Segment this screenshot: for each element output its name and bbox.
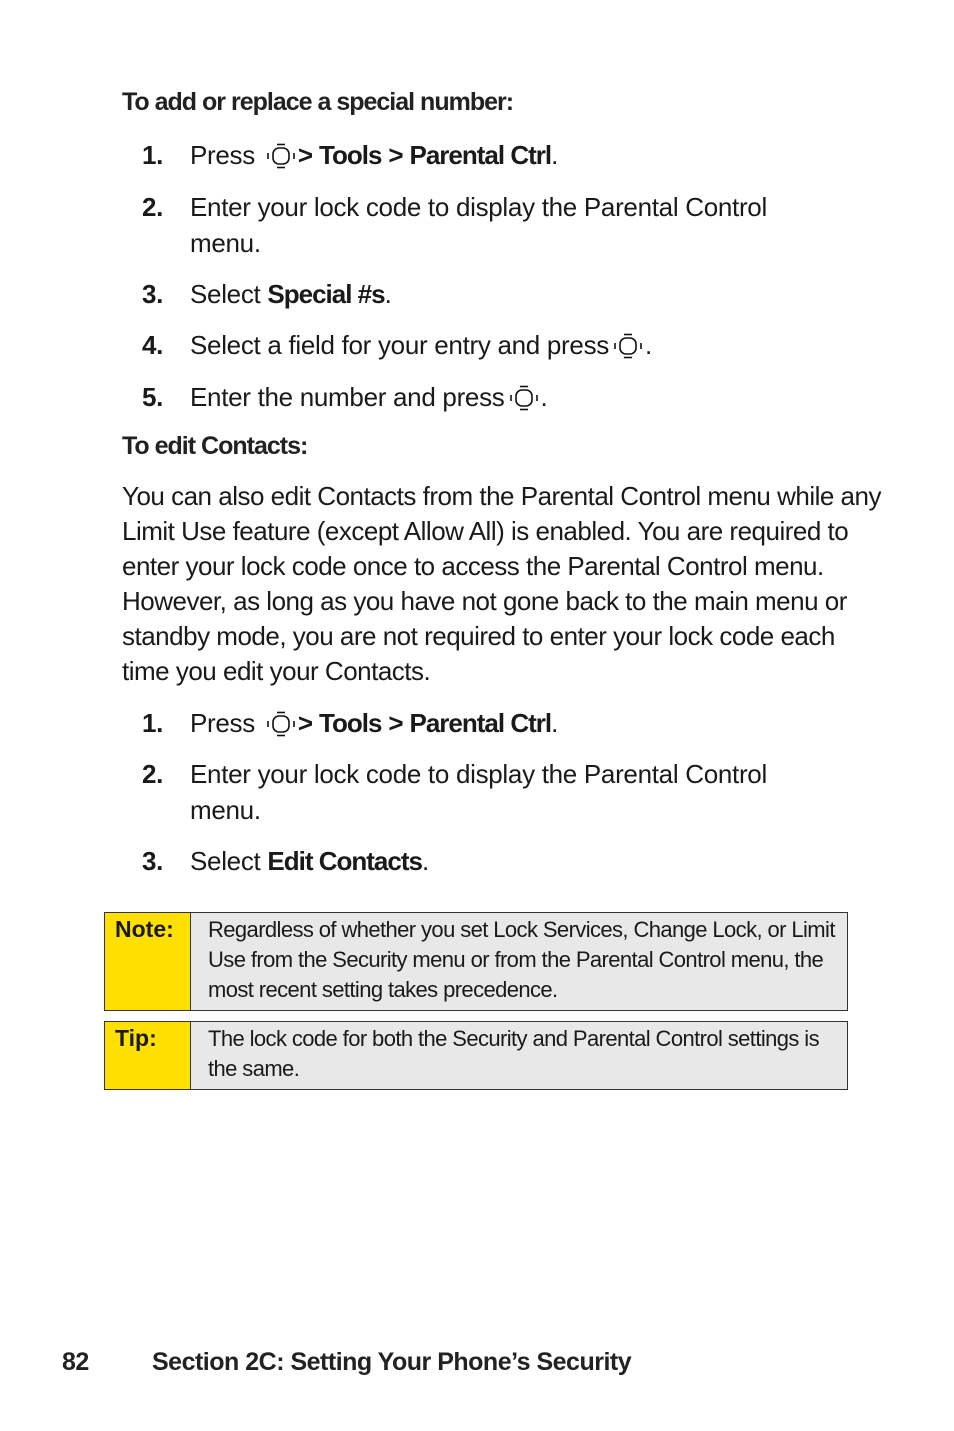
step-punct: . — [551, 708, 559, 738]
step-bold-parental-ctrl: Parental Ctrl — [409, 708, 552, 738]
step-number: 5. — [142, 382, 164, 412]
step-text: Enter your lock code to display the Parental Control menu. — [190, 192, 767, 258]
menu-ok-key-icon — [509, 385, 539, 411]
step-bold-tools: Tools — [319, 708, 382, 738]
step-text: Select — [190, 279, 261, 309]
tip-label: Tip: — [105, 1022, 191, 1089]
step-number: 3. — [142, 846, 164, 876]
menu-ok-key-icon — [266, 711, 296, 737]
step-punct: . — [540, 382, 548, 412]
step-text: Enter the number and press — [190, 382, 505, 412]
step-number: 2. — [142, 759, 164, 789]
step-text: Press — [190, 708, 255, 738]
step-punct: . — [421, 846, 429, 876]
note-text: Regardless of whether you set Lock Services, Change Lock, or Limit Use from the Security menu or from the Parental Control menu, the most recent setting takes precedence. — [208, 917, 835, 1002]
step-number: 2. — [142, 192, 164, 222]
page-number: 82 — [62, 1348, 89, 1376]
edit-contacts-paragraph: You can also edit Contacts from the Parental Control menu while any Limit Use feature (except Allow All) is enabled. You are required to enter your lock code once to access the Parental Control menu. However, as long as you have not gone back to the main menu or standby mode, you are not required to enter your lock code each time you edit your Contacts. — [122, 481, 881, 686]
step-separator: > — [297, 140, 313, 170]
note-callout — [104, 912, 848, 1011]
step-1-special — [142, 137, 842, 173]
step-text: Press — [190, 140, 255, 170]
step-number: 1. — [142, 708, 164, 738]
tip-callout — [104, 1021, 848, 1090]
step-separator: > — [388, 140, 403, 170]
section-heading-special-number: To add or replace a special number: — [122, 88, 514, 116]
step-punct: . — [644, 330, 652, 360]
step-text: Enter your lock code to display the Parental Control menu. — [190, 759, 767, 825]
step-number: 1. — [142, 140, 164, 170]
footer-section-title: Section 2C: Setting Your Phone’s Security — [152, 1348, 632, 1376]
step-5-special — [142, 379, 842, 415]
tip-text: The lock code for both the Security and Parental Control settings is the same. — [208, 1026, 819, 1081]
step-punct: . — [384, 279, 392, 309]
step-punct: . — [551, 140, 559, 170]
step-1-contacts — [142, 705, 842, 741]
menu-ok-key-icon — [613, 333, 643, 359]
step-number: 3. — [142, 279, 164, 309]
step-3-contacts — [142, 843, 842, 879]
section-heading-edit-contacts: To edit Contacts: — [122, 432, 308, 460]
step-2-contacts — [142, 756, 842, 828]
step-separator: > — [388, 708, 403, 738]
step-text: Select — [190, 846, 261, 876]
step-bold-special-numbers: Special #s — [267, 279, 385, 309]
step-2-special — [142, 189, 842, 261]
step-separator: > — [297, 708, 313, 738]
step-text: Select a field for your entry and press — [190, 330, 609, 360]
menu-ok-key-icon — [266, 143, 296, 169]
step-number: 4. — [142, 330, 164, 360]
step-3-special — [142, 276, 842, 312]
note-label: Note: — [105, 913, 191, 1010]
step-bold-tools: Tools — [319, 140, 382, 170]
step-4-special — [142, 327, 842, 363]
step-bold-parental-ctrl: Parental Ctrl — [409, 140, 552, 170]
step-bold-edit-contacts: Edit Contacts — [267, 846, 422, 876]
